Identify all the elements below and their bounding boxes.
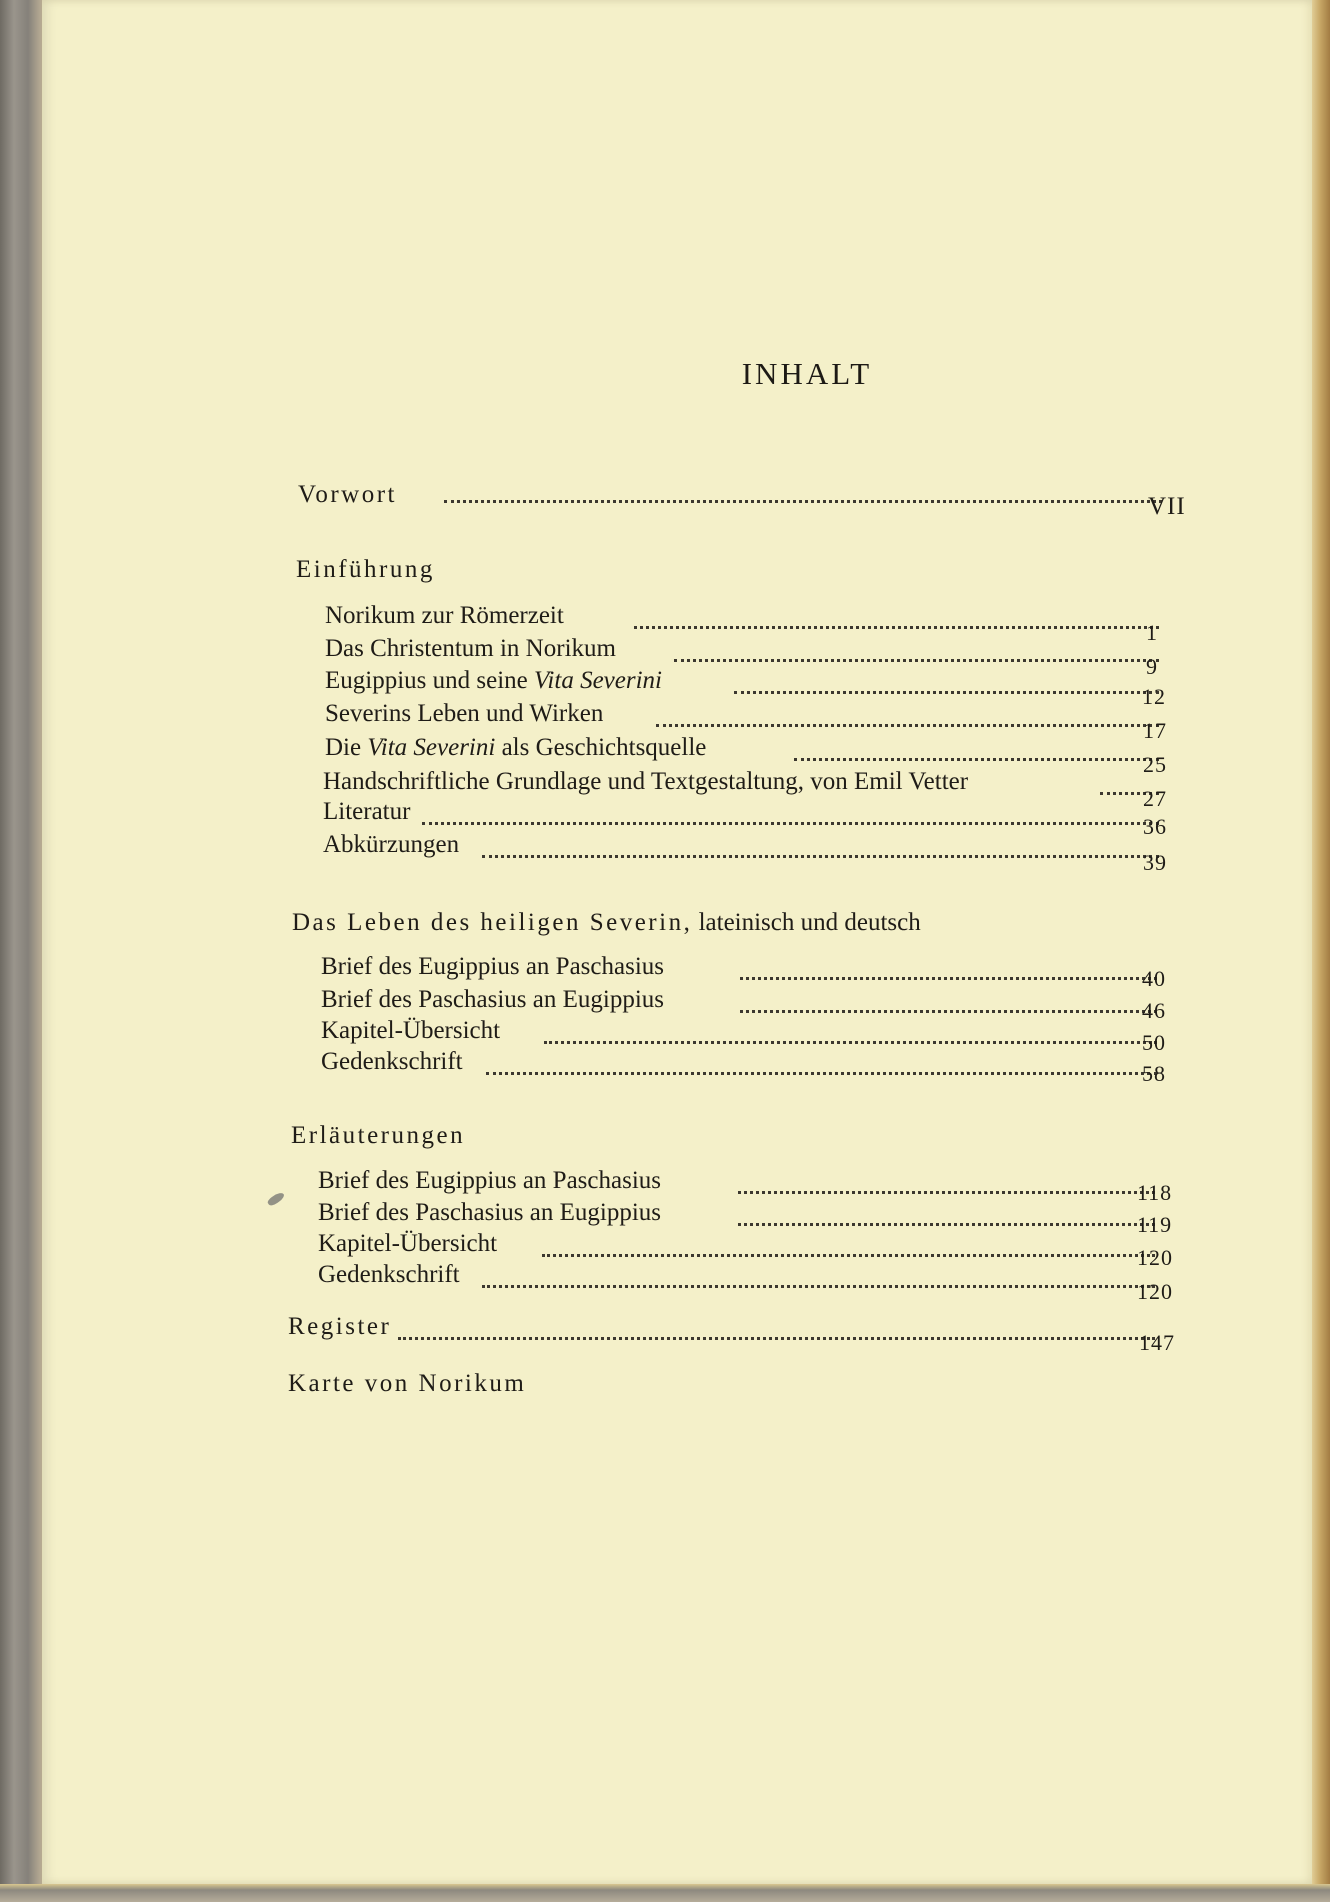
page-edge-bottom [0, 1884, 1330, 1902]
toc-entry: Severins Leben und Wirken [325, 700, 604, 727]
toc-page: 39 [1143, 850, 1167, 875]
toc-entry-karte: Karte von Norikum [288, 1370, 527, 1397]
toc-page: 120 [1137, 1279, 1173, 1304]
dot-leader [738, 1223, 1155, 1226]
dot-leader [794, 758, 1159, 761]
dot-leader [740, 977, 1157, 980]
toc-page: 50 [1142, 1030, 1166, 1055]
toc-entry: Die Vita Severini als Geschichtsquelle [325, 734, 707, 761]
italic-title: Vita Severini [367, 734, 496, 761]
dot-leader [422, 822, 1159, 825]
toc-entry: Brief des Eugippius an Paschasius [318, 1167, 662, 1194]
toc-entry-register: Register [288, 1313, 392, 1340]
dot-leader [674, 659, 1159, 662]
toc-entry: Gedenkschrift [321, 1048, 463, 1075]
toc-page: 27 [1143, 786, 1167, 811]
italic-title: Vita Severini [534, 667, 662, 694]
toc-page: 25 [1143, 752, 1167, 777]
toc-page-vorwort: VII [1148, 493, 1186, 520]
toc-entry: Brief des Paschasius an Eugippius [321, 986, 665, 1013]
toc-entry: Literatur [323, 798, 411, 825]
toc-entry-vorwort: Vorwort [298, 481, 397, 508]
toc-section-einfuehrung: Einführung [296, 556, 435, 583]
dot-leader [634, 626, 1159, 629]
toc-entry: Das Christentum in Norikum [325, 635, 616, 662]
ink-smudge [266, 1191, 285, 1208]
page-title: INHALT [741, 356, 873, 391]
toc-page: 17 [1143, 718, 1167, 743]
toc-page: 118 [1137, 1180, 1173, 1205]
toc-entry: Abkürzungen [323, 831, 460, 858]
dot-leader [738, 1191, 1155, 1194]
toc-section-erlaeuterungen: Erläuterungen [291, 1122, 466, 1149]
toc-entry: Brief des Paschasius an Eugippius [318, 1199, 662, 1226]
toc-entry: Brief des Eugippius an Paschasius [321, 953, 665, 980]
toc-section-leben: Das Leben des heiligen Severin, lateinisch und deutsch [292, 909, 921, 936]
toc-entry: Kapitel-Übersicht [321, 1017, 501, 1044]
toc-page: 119 [1137, 1212, 1173, 1237]
dot-leader [544, 1041, 1157, 1044]
toc-page: 9 [1146, 654, 1158, 679]
toc-page: 12 [1142, 684, 1166, 709]
dot-leader [482, 855, 1159, 858]
toc-page: 58 [1142, 1061, 1166, 1086]
toc-page: 46 [1142, 998, 1166, 1023]
dot-leader [740, 1010, 1157, 1013]
toc-page: 40 [1142, 966, 1166, 991]
toc-page: 36 [1143, 814, 1167, 839]
book-page [42, 0, 1312, 1884]
toc-entry: Gedenkschrift [318, 1261, 460, 1288]
dot-leader [486, 1072, 1157, 1075]
toc-entry: Kapitel-Übersicht [318, 1230, 498, 1257]
toc-entry: Handschriftliche Grundlage und Textgestaltung, von Emil Vetter [323, 768, 969, 795]
toc-page-register: 147 [1139, 1330, 1175, 1355]
dot-leader [444, 500, 1162, 503]
page-edge-right [1310, 0, 1330, 1902]
toc-entry: Eugippius und seine Vita Severini [325, 667, 662, 694]
dot-leader [542, 1254, 1155, 1257]
dot-leader [398, 1337, 1155, 1340]
toc-page: 1 [1146, 620, 1158, 645]
dot-leader [656, 724, 1159, 727]
dot-leader [734, 691, 1159, 694]
toc-page: 120 [1137, 1245, 1173, 1270]
toc-entry: Norikum zur Römerzeit [325, 602, 564, 629]
dot-leader [482, 1285, 1155, 1288]
